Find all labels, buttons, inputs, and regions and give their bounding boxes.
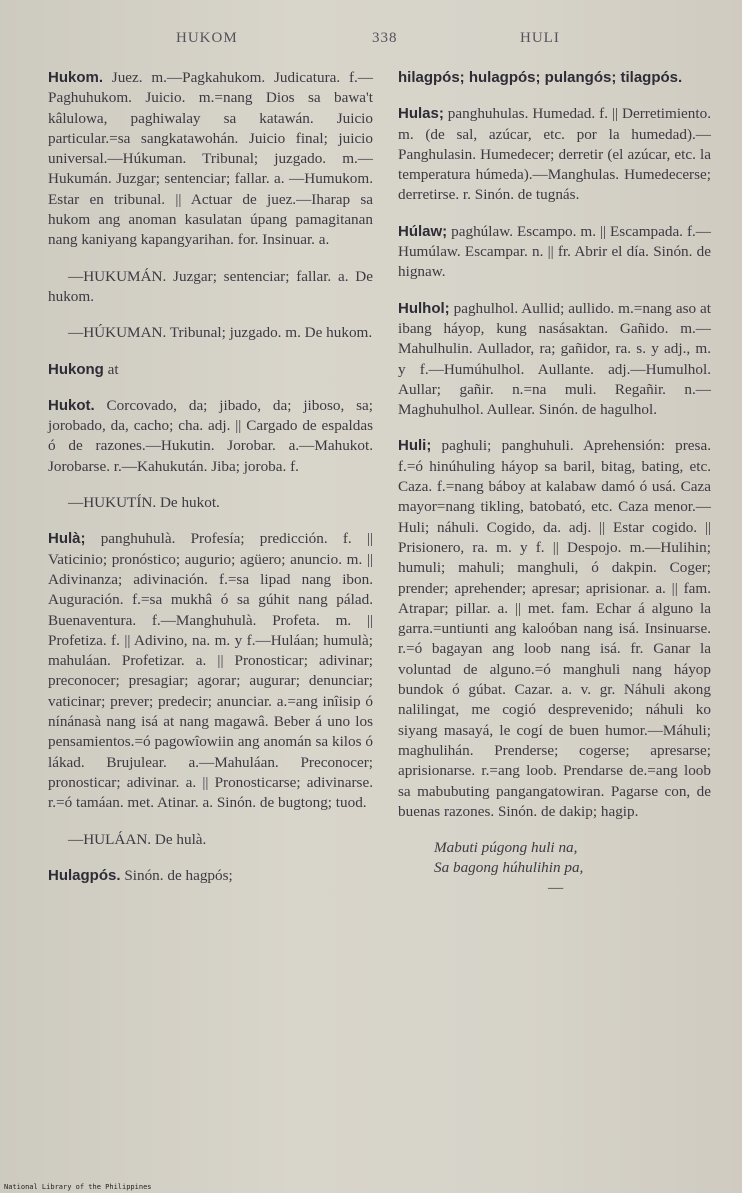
entry-hula — [48, 529, 373, 813]
definition: —HUKUTÍN. De hukot. — [68, 494, 220, 512]
definition: —HULÁAN. De hulà. — [68, 830, 207, 848]
entry-hulaan — [48, 830, 373, 850]
verse-quote — [434, 838, 711, 878]
entry-hulagpos — [48, 866, 373, 886]
right-column — [398, 68, 711, 898]
entry-hukong — [48, 360, 373, 380]
definition: Sinón. de hagpós; — [120, 866, 233, 884]
entry-hukutin — [48, 493, 373, 513]
definition: paghúlaw. Escampo. m. || Escampada. f.—Humúlaw. Escampar. n. || fr. Abrir el día. Sinón. de hignaw. — [398, 222, 711, 281]
entry-hulhol — [398, 299, 711, 421]
entry-huli — [398, 436, 711, 822]
entry-hukom — [48, 68, 373, 251]
verse-line: Sa bagong húhulihin pa, — [434, 859, 584, 877]
header-right-guide-word: HULI — [520, 30, 560, 46]
verse-line: Mabuti púgong huli na, — [434, 839, 578, 857]
definition: paghuli; panghuhuli. Aprehensión: presa. f.=ó hinúhuling háyop sa baril, bitag, bating, etc. Caza. f.=nang báboy at kalabaw damó ó usá. Caza mayor=nang tikling, batobató, etc. Caza menor.—Huli; náhuli. Cogido, da. adj. || Estar cogido. || Prisionero, ra. m. y f. || Despojo. m.—Hulihin; humuli; mahuli; manghuli, ó dakpin. Coger; prender; aprehender; apresar; aprisionar. a. || fam. Atrapar; pillar. a. || met. fam. Echar á alguno la garra.=untiunti ang kaloóban nang isá. Insinuarse. r.=ó bagayan ang loob nang isá. fr. Ganar la voluntad de alguno.=ó manghuli nang háyop bundok ó gúbat. Cazar. a. v. gr. Náhuli akong nalilingat, me cogió desprevenido; náhuli ko siyang masayá, le cogí de buen humor.—Máhuli; maghulihán. Prenderse; cogerse; apresarse; aprisionarse. r.=ang loob. Prendarse de.=ang loob sa mabubuting pangangatowiran. Pagarse con, de buenas razones. Sinón. de dakip; hagip. — [398, 437, 711, 820]
headword: Huli; — [398, 437, 432, 455]
definition: hilagpós; hulagpós; pulangós; tilagpós. — [398, 69, 683, 86]
definition: —HUKUMÁN. Juzgar; sentenciar; fallar. a. De hukom. — [48, 267, 373, 305]
definition: at — [103, 360, 119, 378]
definition: Juez. m.—Pagkahukom. Judicatura. f.—Paghuhukom. Juicio. m.=nang Dios sa bawa't kâlulowa, paghiwalay sa katawán. Juicio particular.=sa sangkatawohán. Juicio final; juicio universal.—Húkuman. Tribunal; juzgado. m.—Hukumán. Juzgar; sentenciar; fallar. a. —Humukom. Estar en tribunal. || Actuar de juez.—Iharap sa hukom ang anoman kasulatan úpang pamagitanan nang kaniyang kapangyarihan. for. Insinuar. a. — [48, 69, 373, 249]
entry-hulas — [398, 104, 711, 205]
section-end-dash: — — [548, 879, 564, 897]
library-footer: National Library of the Philippines — [4, 1183, 152, 1191]
headword: Hukot. — [48, 396, 95, 414]
entry-hukot — [48, 396, 373, 477]
entry-hulaw — [398, 222, 711, 283]
left-column — [48, 68, 373, 902]
entry-hulagpos-continued — [398, 68, 711, 88]
headword: Hukom. — [48, 69, 104, 86]
definition: panghuhulas. Humedad. f. || Derretimiento. m. (de sal, azúcar, etc. por la humedad).—Panghulasin. Humedecer; derretir (el azúcar, etc. la temperatura húmeda).—Manghulas. Humedecerse; derretirse. r. Sinón. de tugnás. — [398, 105, 711, 204]
definition: panghuhulà. Profesía; predicción. f. || Vaticinio; pronóstico; augurio; agüero; anuncio. m. || Adivinanza; adivinación. f.=sa lipad nang ibon. Auguración. f.=sa mukhâ ó sa gúhit nang pálad. Buenaventura. f.—Manghuhulà. Profeta. m. || Profetiza. f. || Adivino, na. m. y f.—Huláan; humulà; mahuláan. Profetizar. a. || Pronosticar; adivinar; preconocer; presagiar; agorar; augurar; denunciar; vaticinar; prever; predecir; anunciar. a.=ang inîisip ó nínánasà nang isá at nang magawâ. Beber á uno los pensamientos.=ó pagowîowiin ang anomán sa kilos ó lákad. Brujulear. a.—Mahuláan. Preconocer; pronosticar; adivinar. a. || Pronosticarse; adivinarse. r.=ó tamáan. met. Atinar. a. Sinón. de bugtong; tuod. — [48, 530, 373, 812]
definition: Corcovado, da; jibado, da; jiboso, sa; jorobado, da, cacho; cha. adj. || Cargado de espaldas ó de razones.—Hukutin. Jorobar. a.—Mahukot. Jorobarse. r.—Kahukután. Jiba; joroba. f. — [48, 396, 373, 475]
entry-hukuman-noun — [48, 323, 373, 343]
headword: Hukong — [48, 360, 104, 378]
running-header — [0, 30, 742, 54]
entry-hukuman-verb — [48, 267, 373, 308]
page-number: 338 — [372, 30, 398, 46]
definition: —HÚKUMAN. Tribunal; juzgado. m. De hukom. — [68, 324, 373, 342]
headword: Hulà; — [48, 530, 86, 548]
header-left-guide-word: HUKOM — [176, 30, 238, 46]
headword: Hulhol; — [398, 299, 450, 317]
headword: Hulagpós. — [48, 866, 121, 884]
definition: paghulhol. Aullid; aullido. m.=nang aso at ibang háyop, kung nasásaktan. Gañido. m.—Mahulhulin. Aullador, ra; gañidor, ra. s. y adj., m. y f.—Humúhulhol. Aullante. adj.—Humulhol. Aullar; gañir. n.=na muli. Regañir. n.—Maghuhulhol. Aullear. Sinón. de hagulhol. — [398, 299, 711, 419]
headword: Húlaw; — [398, 222, 448, 240]
headword: Hulas; — [398, 105, 444, 123]
